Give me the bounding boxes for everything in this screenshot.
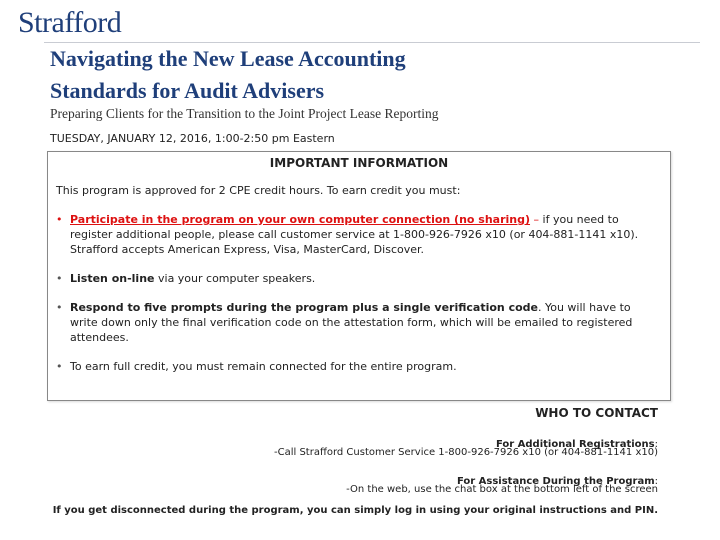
registrations-text: -Call Strafford Customer Service 1-800-926-7926 x10 (or 404-881-1141 x10) bbox=[273, 447, 658, 458]
bullet3-text: . You will have to write down only the final verification code on the attestation form, which will be emailed to registered attendees. bbox=[70, 301, 633, 344]
bullet1-text: if you need to register additional people, please call customer service at 1-800-926-7926 x10 (or 404-881-1141 x10). Strafford accepts American Express, Visa, MasterCard, Discover. bbox=[70, 213, 639, 256]
info-heading: IMPORTANT INFORMATION bbox=[269, 156, 449, 170]
assistance-colon: : bbox=[654, 476, 658, 487]
bullet4-text: To earn full credit, you must remain connected for the entire program. bbox=[70, 360, 457, 373]
list-item bbox=[56, 212, 656, 257]
page-title-line2: Standards for Audit Advisers bbox=[50, 78, 325, 103]
header-divider bbox=[44, 42, 700, 43]
list-item bbox=[56, 271, 656, 286]
info-intro: This program is approved for 2 CPE credit hours. To earn credit you must: bbox=[56, 184, 461, 197]
strafford-logo: Strafford bbox=[18, 6, 122, 39]
requirements-list bbox=[56, 212, 656, 388]
event-datetime: TUESDAY, JANUARY 12, 2016, 1:00-2:50 pm Eastern bbox=[50, 132, 335, 145]
dash-separator: – bbox=[530, 213, 543, 226]
registrations-colon: : bbox=[654, 439, 658, 450]
assistance-label: For Assistance During the Program bbox=[456, 476, 655, 487]
page-title-line1: Navigating the New Lease Accounting bbox=[50, 46, 406, 71]
bullet2-text: via your computer speakers. bbox=[154, 272, 316, 285]
assistance-text: -On the web, use the chat box at the bottom left of the screen bbox=[346, 484, 658, 495]
page-subtitle: Preparing Clients for the Transition to the Joint Project Lease Reporting bbox=[50, 106, 439, 121]
bullet2-bold: Listen on-line bbox=[70, 272, 155, 285]
important-information-box bbox=[47, 151, 671, 401]
list-item bbox=[56, 359, 656, 374]
list-item bbox=[56, 300, 656, 345]
who-to-contact-heading: WHO TO CONTACT bbox=[535, 406, 658, 420]
registrations-label: For Additional Registrations bbox=[495, 439, 655, 450]
no-sharing-link[interactable]: Participate in the program on your own computer connection (no sharing) bbox=[70, 213, 531, 226]
bullet3-bold: Respond to five prompts during the program plus a single verification code bbox=[70, 301, 538, 314]
disconnect-note: If you get disconnected during the program, you can simply log in using your original instructions and PIN. bbox=[52, 505, 658, 516]
